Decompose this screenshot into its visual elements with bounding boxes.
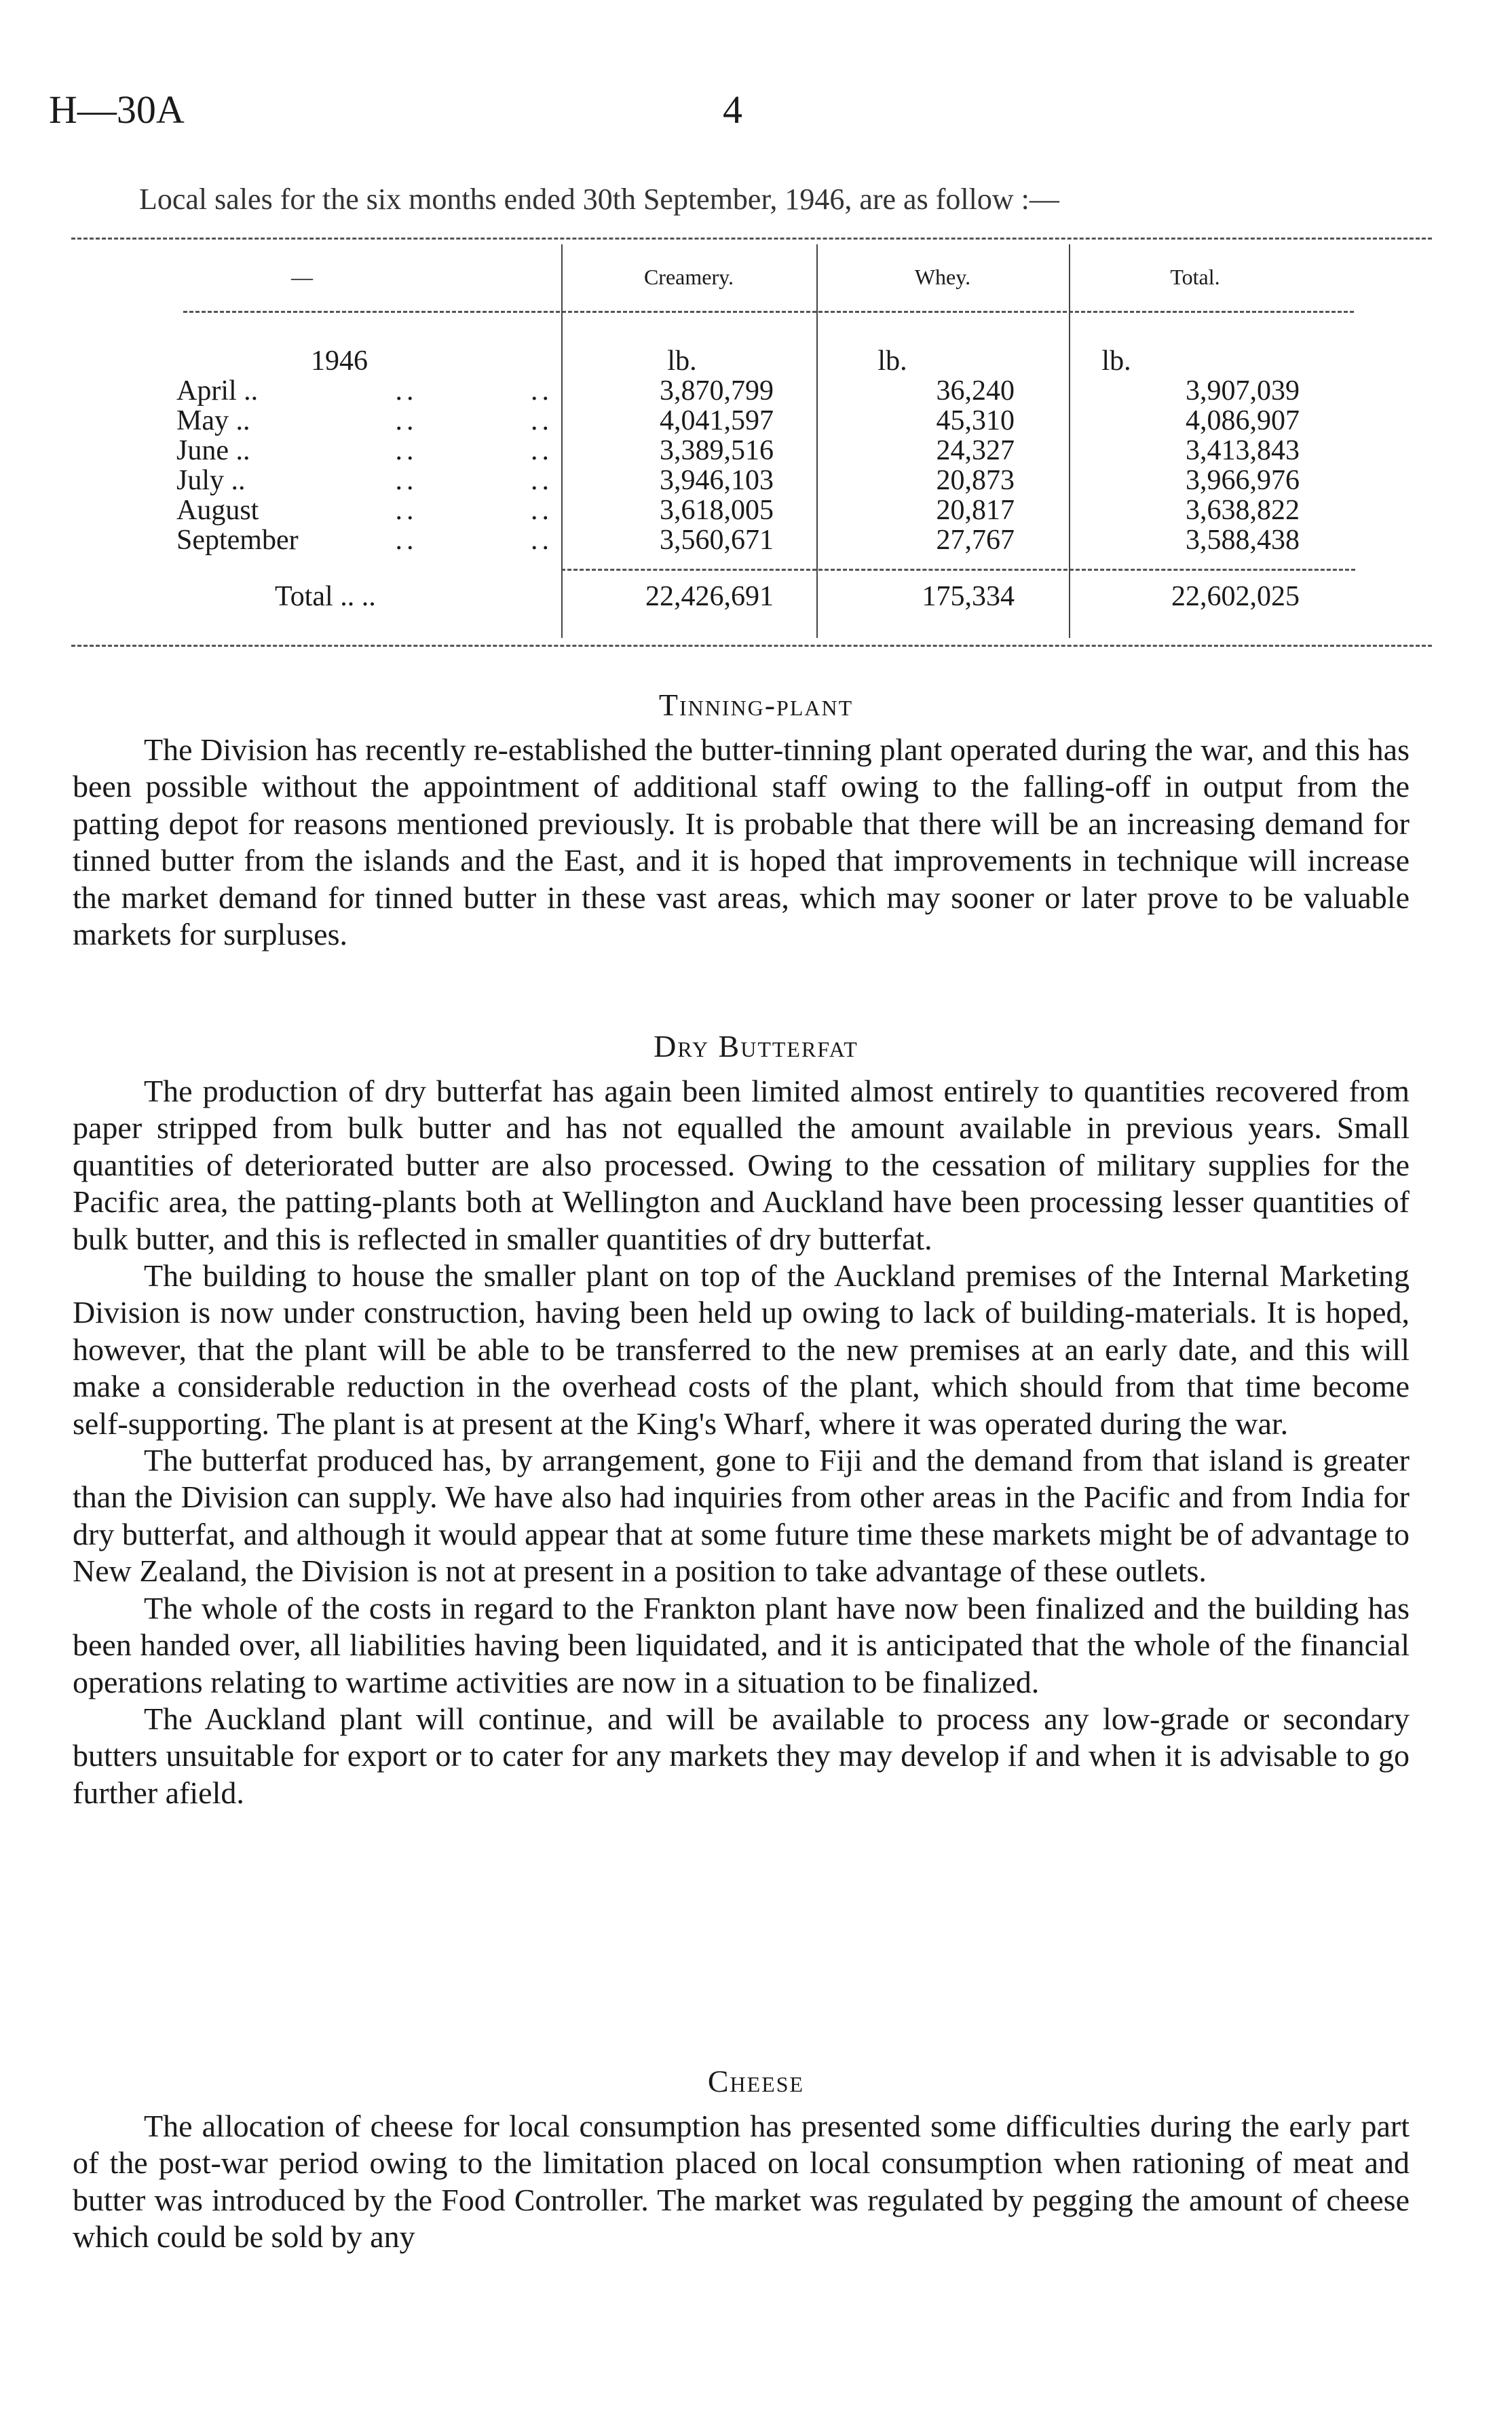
row-whey: 20,873 [936, 465, 1015, 496]
paragraph: The production of dry butterfat has again been limited almost entirely to quantities recovered from paper stripped from bulk butter and has not equalled the amount available in previous years. Small quantities of deteriorated butter are also processed. Owing to the cessation of military supplies for the Pacific area, the patting-plants both at Wellington and Auckland have been processing lesser quantities of bulk butter, and this is reflected in smaller quantities of dry butterfat. [73, 1074, 1410, 1256]
row-month: July .. [176, 465, 246, 496]
header-rule [183, 311, 1354, 313]
row-leader-dots: .. .. [395, 435, 553, 466]
row-whey: 27,767 [936, 525, 1015, 556]
unit-whey: lb. [877, 345, 907, 377]
row-total: 3,966,976 [1186, 465, 1300, 496]
row-total: 3,907,039 [1186, 375, 1300, 407]
page-number: 4 [723, 88, 742, 132]
row-creamery: 3,946,103 [660, 465, 774, 496]
document-reference: H—30A [49, 88, 185, 132]
paragraph: The Division has recently re-established the butter-tinning plant operated during the war, and this has been possible without the appointment of additional staff owing to the falling-off in output from the patting depot for reasons mentioned previously. It is probable that there will be an increasing demand for tinned butter from the islands and the East, and it is hoped that improvements in technique will increase the market demand for tinned butter in these vast areas, which may sooner or later prove to be valuable markets for surpluses. [73, 732, 1410, 952]
row-total: 3,413,843 [1186, 435, 1300, 466]
paragraph: The allocation of cheese for local consumption has presented some difficulties during the early part of the post-war period owing to the limitation placed on local consumption when rationing of meat and butter was introduced by the Food Controller. The market was regulated by pegging the amount of cheese which could be sold by any [73, 2109, 1410, 2255]
row-total: 3,588,438 [1186, 525, 1300, 556]
row-total: 4,086,907 [1186, 405, 1300, 436]
table-bottom-rule [71, 645, 1432, 647]
row-creamery: 4,041,597 [660, 405, 774, 436]
section-body [73, 2108, 1410, 2256]
section-heading: Tinning-plant [658, 688, 854, 722]
paragraph: The Auckland plant will continue, and will be available to process any low-grade or secondary butters unsuitable for export or to cater for any markets they may develop if and when it is advisable to go further afield. [73, 1701, 1410, 1810]
total-rule [561, 569, 1355, 571]
total-creamery: 22,426,691 [645, 581, 774, 612]
table-caption: Local sales for the six months ended 30th September, 1946, are as follow :— [139, 183, 1059, 216]
year-label: 1946 [311, 345, 368, 377]
unit-creamery: lb. [667, 345, 697, 377]
paragraph: The butterfat produced has, by arrangement, gone to Fiji and the demand from that island is greater than the Division can supply. We have also had inquiries from other areas in the Pacific and from India for dry butterfat, and although it would appear that at some future time these markets might be of advantage to New Zealand, the Division is not at present in a position to take advantage of these outlets. [73, 1443, 1410, 1589]
table-top-rule [71, 238, 1432, 240]
section-heading: Dry Butterfat [654, 1029, 858, 1063]
row-leader-dots: .. .. [395, 495, 553, 526]
row-leader-dots: .. .. [395, 405, 553, 436]
row-leader-dots: .. .. [395, 375, 553, 407]
column-header-total: Total. [1170, 265, 1220, 289]
section-body [73, 732, 1410, 953]
column-header-label: — [291, 265, 313, 289]
paragraph: The building to house the smaller plant on top of the Auckland premises of the Internal Marketing Division is now under construction, having been held up owing to lack of building-materials. It is hoped, however, that the plant will be able to be transferred to the new premises at an early date, and this will make a considerable reduction in the overhead costs of the plant, which should from that time become self-supporting. The plant is at present at the King's Wharf, where it was operated during the war. [73, 1258, 1410, 1441]
row-month: September [176, 525, 299, 556]
row-month: August [176, 495, 259, 526]
row-creamery: 3,618,005 [660, 495, 774, 526]
row-month: June .. [176, 435, 250, 466]
row-whey: 20,817 [936, 495, 1015, 526]
row-creamery: 3,389,516 [660, 435, 774, 466]
paragraph: The whole of the costs in regard to the Frankton plant have now been finalized and the building has been handed over, all liabilities having been liquidated, and it is anticipated that the whole of the financial operations relating to wartime activities are now in a situation to be finalized. [73, 1590, 1410, 1699]
row-whey: 36,240 [936, 375, 1015, 407]
row-month: May .. [176, 405, 250, 436]
row-creamery: 3,870,799 [660, 375, 774, 407]
unit-total: lb. [1101, 345, 1131, 377]
total-total: 22,602,025 [1171, 581, 1300, 612]
column-divider [561, 244, 563, 638]
row-month: April .. [176, 375, 259, 407]
row-whey: 45,310 [936, 405, 1015, 436]
column-header-creamery: Creamery. [643, 265, 734, 289]
row-creamery: 3,560,671 [660, 525, 774, 556]
total-whey: 175,334 [922, 581, 1015, 612]
row-whey: 24,327 [936, 435, 1015, 466]
total-label: Total .. .. [275, 581, 376, 612]
column-header-whey: Whey. [914, 265, 971, 289]
row-leader-dots: .. .. [395, 465, 553, 496]
row-total: 3,638,822 [1186, 495, 1300, 526]
row-leader-dots: .. .. [395, 525, 553, 556]
column-divider [1069, 244, 1070, 638]
section-heading: Cheese [707, 2064, 805, 2098]
section-body [73, 1073, 1410, 1811]
